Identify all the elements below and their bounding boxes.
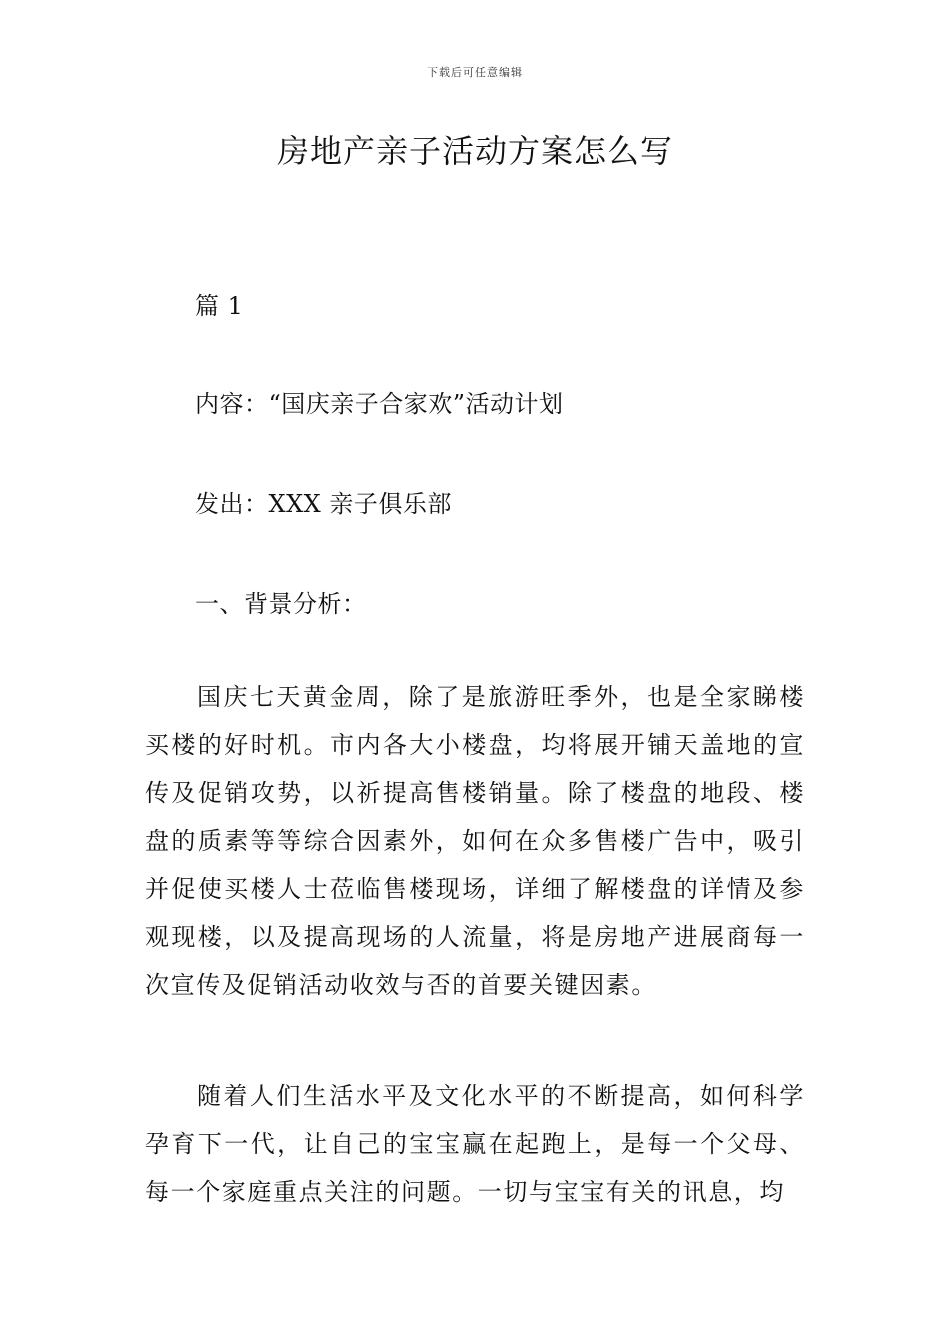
paragraph-parenting: 随着人们生活水平及文化水平的不断提高，如何科学孕育下一代，让自己的宝宝赢在起跑上，是每一个父母、每一个家庭重点关注的问题。一切与宝宝有关的讯息，均 bbox=[145, 1082, 805, 1206]
content-line: 内容：“国庆亲子合家欢”活动计划 bbox=[195, 390, 564, 418]
paragraph-background: 国庆七天黄金周，除了是旅游旺季外，也是全家睇楼买楼的好时机。市内各大小楼盘，均将展开铺天盖地的宣传及促销攻势，以祈提高售楼销量。除了楼盘的地段、楼盘的质素等等综合因素外，如何在众多售楼广告中，吸引并促使买楼人士莅临售楼现场，详细了解楼盘的详情及参观现楼，以及提高现场的人流量，将是房地产进展商每一次宣传及促销活动收效与否的首要关键因素。 bbox=[145, 683, 805, 999]
header-note: 下载后可任意编辑 bbox=[427, 66, 523, 79]
section-label: 篇 1 bbox=[195, 292, 244, 320]
issuer-line: 发出：XXX 亲子俱乐部 bbox=[195, 490, 452, 518]
section-heading-background: 一、背景分析： bbox=[195, 590, 367, 618]
document-title: 房地产亲子活动方案怎么写 bbox=[276, 132, 673, 170]
